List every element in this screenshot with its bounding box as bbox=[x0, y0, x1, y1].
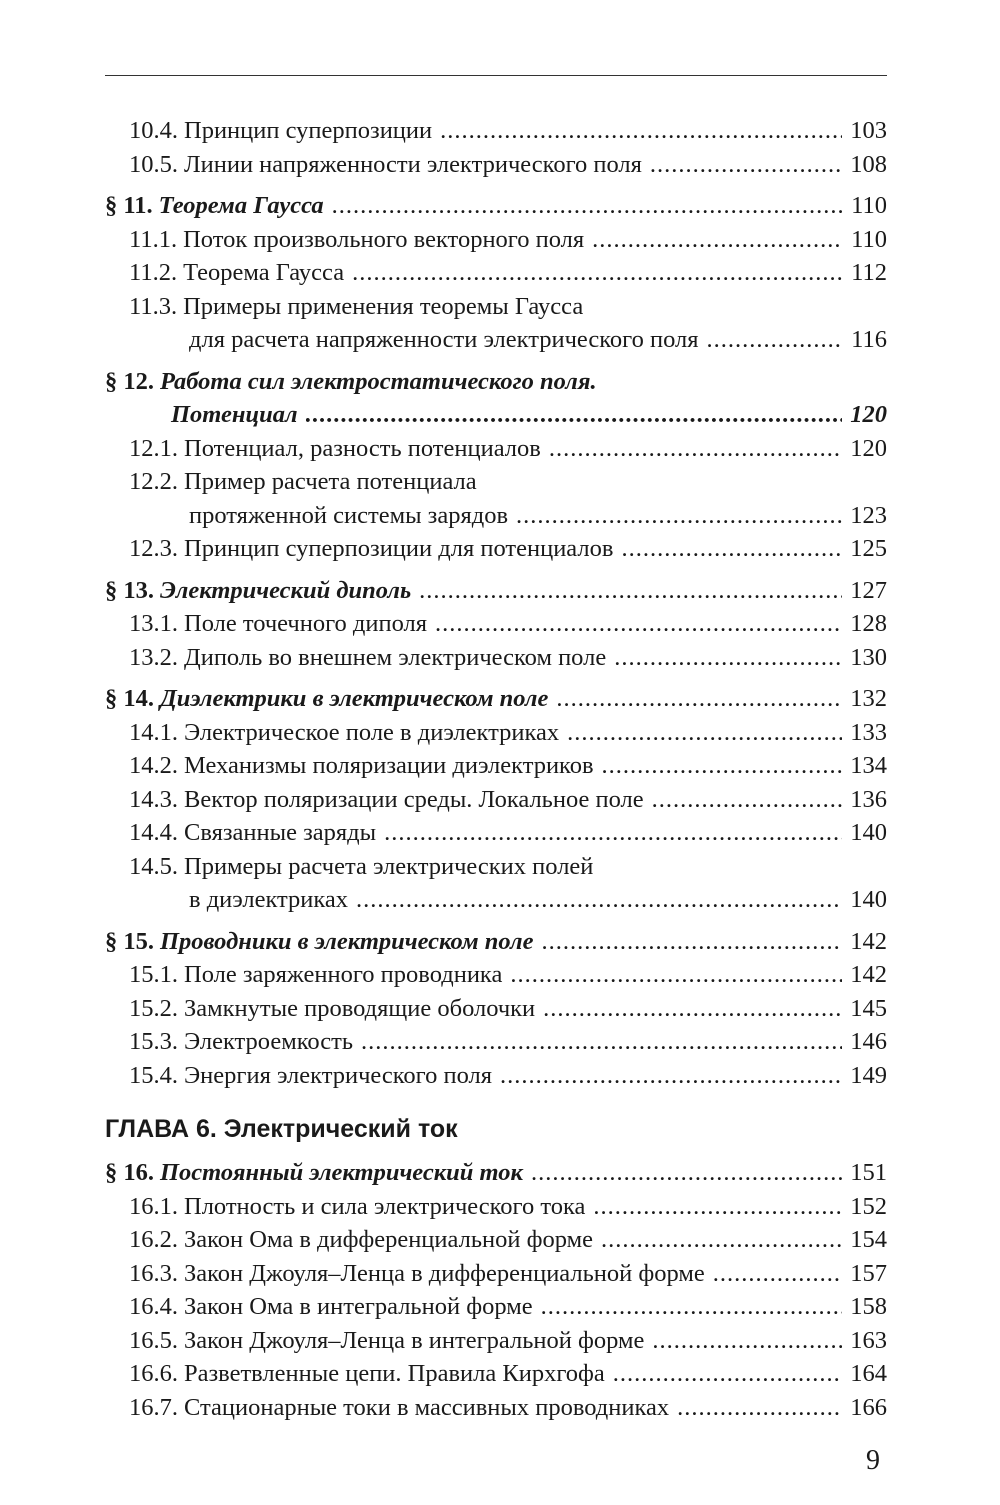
entry-text bbox=[105, 682, 548, 716]
entry-page: 154 bbox=[850, 1226, 887, 1253]
entry-page: 142 bbox=[850, 961, 887, 988]
entry-title: Энергия электрического поля bbox=[184, 1061, 493, 1089]
entry-page: 142 bbox=[850, 927, 887, 955]
entry-text bbox=[129, 1357, 605, 1391]
dot-leader bbox=[592, 223, 843, 257]
entry-title: Примеры расчета электрических полей bbox=[184, 852, 594, 880]
entry-page: 112 bbox=[851, 259, 887, 286]
entry-continuation[interactable] bbox=[105, 499, 887, 533]
entry-text bbox=[129, 148, 642, 182]
entry-text bbox=[129, 532, 613, 566]
toc-subsection[interactable] bbox=[105, 1059, 887, 1093]
dot-leader bbox=[593, 1190, 842, 1224]
toc-subsection[interactable] bbox=[105, 992, 887, 1026]
entry-text bbox=[129, 641, 606, 675]
entry-text bbox=[129, 816, 376, 850]
entry-page: 108 bbox=[850, 150, 887, 178]
entry-text bbox=[129, 1391, 669, 1425]
page-number: 9 bbox=[866, 1445, 880, 1476]
entry-page: 166 bbox=[850, 1393, 887, 1421]
dot-leader bbox=[332, 189, 844, 223]
entry-text bbox=[129, 465, 477, 499]
entry-number: 15.4. bbox=[129, 1061, 178, 1089]
entry-text bbox=[105, 365, 597, 399]
dot-leader bbox=[516, 499, 842, 533]
dot-leader bbox=[541, 925, 842, 959]
entry-title: Закон Джоуля–Ленца в дифференциальной форме bbox=[184, 1259, 705, 1287]
entry-text bbox=[129, 1324, 644, 1358]
entry-title: Диэлектрики в электрическом поле bbox=[160, 685, 549, 712]
entry-number: § 15. bbox=[105, 927, 154, 955]
chapter-heading: ГЛАВА 6. Электрический ток bbox=[105, 1115, 458, 1143]
entry-number: 13.2. bbox=[129, 643, 178, 671]
entry-text bbox=[129, 1223, 593, 1257]
entry-title: Электроемкость bbox=[184, 1028, 353, 1055]
entry-title: Электрическое поле в диэлектриках bbox=[184, 718, 560, 746]
dot-leader bbox=[352, 256, 843, 290]
entry-page: 140 bbox=[850, 886, 887, 913]
entry-text bbox=[129, 749, 594, 783]
entry-number: 12.1. bbox=[129, 434, 178, 462]
entry-page: 130 bbox=[850, 643, 887, 671]
dot-leader bbox=[652, 783, 843, 817]
toc-subsection[interactable] bbox=[105, 114, 887, 148]
entry-page: 103 bbox=[850, 117, 887, 144]
entry-page: 132 bbox=[850, 685, 887, 712]
entry-number: 14.2. bbox=[129, 752, 178, 779]
entry-title: Замкнутые проводящие оболочки bbox=[184, 994, 536, 1022]
entry-title: Плотность и сила электрического тока bbox=[184, 1192, 586, 1220]
entry-number: 10.4. bbox=[129, 117, 178, 144]
dot-leader bbox=[621, 532, 842, 566]
entry-page: 120 bbox=[850, 401, 887, 428]
toc-subsection[interactable] bbox=[105, 1257, 887, 1291]
toc-subsection[interactable] bbox=[105, 148, 887, 182]
dot-leader bbox=[500, 1059, 842, 1093]
entry-page: 136 bbox=[850, 785, 887, 813]
entry-title: Пример расчета потенциала bbox=[184, 468, 477, 495]
dot-leader bbox=[713, 1257, 842, 1291]
entry-title: Закон Джоуля–Ленца в интегральной форме bbox=[184, 1326, 645, 1354]
toc-subsection[interactable] bbox=[105, 432, 887, 466]
entry-text bbox=[129, 223, 584, 257]
entry-page: 145 bbox=[850, 994, 887, 1022]
entry-number: 16.2. bbox=[129, 1226, 178, 1253]
dot-leader bbox=[614, 641, 842, 675]
dot-leader bbox=[306, 398, 843, 432]
entry-page: 116 bbox=[851, 326, 887, 353]
entry-title: Линии напряженности электрического поля bbox=[184, 150, 642, 178]
toc-section[interactable] bbox=[105, 925, 887, 959]
entry-number: 16.4. bbox=[129, 1293, 178, 1320]
toc-section[interactable] bbox=[105, 574, 887, 608]
dot-leader bbox=[549, 432, 842, 466]
entry-title: Принцип суперпозиции bbox=[184, 117, 433, 144]
toc-subsection[interactable] bbox=[105, 1324, 887, 1358]
section-gap bbox=[105, 674, 887, 682]
entry-page: 127 bbox=[850, 576, 887, 604]
entry-page: 151 bbox=[850, 1159, 887, 1186]
toc-subsection[interactable] bbox=[105, 1190, 887, 1224]
toc-subsection[interactable] bbox=[105, 1025, 887, 1059]
entry-text bbox=[129, 850, 593, 884]
dot-leader bbox=[677, 1391, 842, 1425]
entry-page: 120 bbox=[850, 434, 887, 462]
toc-subsection[interactable] bbox=[105, 716, 887, 750]
entry-number: § 12. bbox=[105, 367, 154, 395]
dot-leader bbox=[650, 148, 842, 182]
dot-leader bbox=[419, 574, 842, 608]
entry-text bbox=[129, 114, 432, 148]
toc-subsection[interactable] bbox=[105, 607, 887, 641]
dot-leader bbox=[601, 1223, 842, 1257]
entry-title: Стационарные токи в массивных проводниках bbox=[184, 1393, 670, 1421]
dot-leader bbox=[652, 1324, 842, 1358]
entry-title: Вектор поляризации среды. Локальное поле bbox=[184, 785, 644, 813]
entry-page: 164 bbox=[850, 1360, 887, 1387]
dot-leader bbox=[543, 992, 842, 1026]
entry-number: 16.5. bbox=[129, 1326, 178, 1354]
entry-page: 146 bbox=[850, 1028, 887, 1055]
entry-number: 11.3. bbox=[129, 292, 178, 320]
entry-title: Связанные заряды bbox=[184, 819, 377, 846]
entry-number: 15.3. bbox=[129, 1028, 178, 1055]
entry-number: 11.1. bbox=[129, 225, 178, 253]
entry-title: Диполь во внешнем электрическом поле bbox=[184, 643, 607, 671]
entry-title: Постоянный электрический ток bbox=[160, 1159, 523, 1186]
entry-text bbox=[129, 256, 344, 290]
entry-text bbox=[129, 958, 502, 992]
toc-subsection[interactable] bbox=[105, 850, 887, 884]
toc-subsection[interactable] bbox=[105, 1357, 887, 1391]
entry-number: 16.1. bbox=[129, 1192, 178, 1220]
entry-text bbox=[105, 1156, 523, 1190]
entry-number: 16.3. bbox=[129, 1259, 178, 1287]
entry-number: 14.5. bbox=[129, 852, 178, 880]
entry-page: 110 bbox=[851, 192, 887, 219]
toc-section[interactable] bbox=[105, 682, 887, 716]
entry-number: 14.3. bbox=[129, 785, 178, 813]
entry-text bbox=[129, 992, 535, 1026]
dot-leader bbox=[602, 749, 843, 783]
dot-leader bbox=[361, 1025, 842, 1059]
toc-subsection[interactable] bbox=[105, 256, 887, 290]
entry-title: Закон Ома в интегральной форме bbox=[184, 1293, 533, 1320]
entry-page: 163 bbox=[850, 1326, 887, 1354]
entry-number: 15.1. bbox=[129, 961, 178, 988]
entry-title: Работа сил электростатического поля. bbox=[160, 367, 597, 395]
entry-text bbox=[129, 1290, 533, 1324]
entry-number: 16.6. bbox=[129, 1360, 178, 1387]
entry-title: Поле заряженного проводника bbox=[184, 961, 503, 988]
entry-number: 13.1. bbox=[129, 610, 178, 637]
entry-title: Разветвленные цепи. Правила Кирхгофа bbox=[184, 1360, 605, 1387]
toc-subsection[interactable] bbox=[105, 958, 887, 992]
toc-subsection[interactable] bbox=[105, 1290, 887, 1324]
dot-leader bbox=[541, 1290, 843, 1324]
toc-subsection[interactable] bbox=[105, 465, 887, 499]
entry-title: Примеры применения теоремы Гаусса bbox=[183, 292, 584, 320]
entry-text bbox=[129, 1190, 585, 1224]
entry-number: 11.2. bbox=[129, 259, 178, 286]
toc-subsection[interactable] bbox=[105, 816, 887, 850]
entry-text bbox=[129, 783, 644, 817]
entry-title: Теорема Гаусса bbox=[158, 192, 324, 219]
entry-text bbox=[105, 925, 533, 959]
toc-subsection[interactable] bbox=[105, 641, 887, 675]
entry-number: § 13. bbox=[105, 576, 154, 604]
dot-leader bbox=[510, 958, 842, 992]
entry-title: Проводники в электрическом поле bbox=[160, 927, 534, 955]
entry-number: § 14. bbox=[105, 685, 154, 712]
entry-title: Поток произвольного векторного поля bbox=[183, 225, 585, 253]
entry-number: 16.7. bbox=[129, 1393, 178, 1421]
entry-page: 123 bbox=[850, 501, 887, 529]
entry-number: 14.4. bbox=[129, 819, 178, 846]
entry-text bbox=[129, 1257, 705, 1291]
entry-title-cont: в диэлектриках bbox=[189, 886, 349, 913]
entry-number: 15.2. bbox=[129, 994, 178, 1022]
entry-number: 12.2. bbox=[129, 468, 178, 495]
entry-title: Механизмы поляризации диэлектриков bbox=[184, 752, 594, 779]
entry-text bbox=[105, 574, 411, 608]
top-rule bbox=[105, 75, 887, 76]
entry-continuation[interactable] bbox=[105, 323, 887, 357]
entry-text bbox=[129, 290, 583, 324]
entry-page: 134 bbox=[850, 752, 887, 779]
section-gap bbox=[105, 181, 887, 189]
entry-number: 10.5. bbox=[129, 150, 178, 178]
entry-text bbox=[129, 1025, 353, 1059]
entry-title: Теорема Гаусса bbox=[183, 259, 345, 286]
entry-page: 128 bbox=[850, 610, 887, 637]
entry-title-cont: протяженной системы зарядов bbox=[189, 501, 509, 529]
entry-title: Закон Ома в дифференциальной форме bbox=[184, 1226, 593, 1253]
toc-section[interactable] bbox=[105, 189, 887, 223]
entry-page: 149 bbox=[850, 1061, 887, 1089]
toc-subsection[interactable] bbox=[105, 1223, 887, 1257]
entry-page: 133 bbox=[850, 718, 887, 746]
dot-leader bbox=[556, 682, 842, 716]
section-gap bbox=[105, 357, 887, 365]
dot-leader bbox=[356, 883, 842, 917]
dot-leader bbox=[435, 607, 842, 641]
entry-number: 12.3. bbox=[129, 535, 178, 562]
entry-page: 157 bbox=[850, 1259, 887, 1287]
entry-text bbox=[129, 1059, 492, 1093]
entry-text bbox=[129, 607, 427, 641]
toc-section[interactable] bbox=[105, 1156, 887, 1190]
section-gap bbox=[105, 566, 887, 574]
dot-leader bbox=[613, 1357, 842, 1391]
toc-subsection[interactable] bbox=[105, 749, 887, 783]
entry-page: 140 bbox=[850, 819, 887, 846]
toc-section[interactable] bbox=[105, 365, 887, 399]
dot-leader bbox=[567, 716, 842, 750]
entry-text bbox=[105, 189, 324, 223]
entry-continuation[interactable] bbox=[105, 883, 887, 917]
entry-page: 110 bbox=[851, 225, 887, 253]
entry-page: 125 bbox=[850, 535, 887, 562]
entry-title: Электрический диполь bbox=[160, 576, 412, 604]
entry-page: 152 bbox=[850, 1192, 887, 1220]
toc-subsection[interactable] bbox=[105, 223, 887, 257]
toc-subsection[interactable] bbox=[105, 1391, 887, 1425]
entry-number: 14.1. bbox=[129, 718, 178, 746]
entry-continuation[interactable] bbox=[105, 398, 887, 432]
entry-title-cont: Потенциал bbox=[171, 401, 298, 428]
toc-subsection[interactable] bbox=[105, 783, 887, 817]
entry-title: Принцип суперпозиции для потенциалов bbox=[184, 535, 614, 562]
section-gap bbox=[105, 917, 887, 925]
entry-text bbox=[129, 432, 541, 466]
dot-leader bbox=[707, 323, 844, 357]
toc-subsection[interactable] bbox=[105, 532, 887, 566]
entry-number: § 16. bbox=[105, 1159, 154, 1186]
toc-subsection[interactable] bbox=[105, 290, 887, 324]
entry-title-cont: для расчета напряженности электрического поля bbox=[189, 326, 699, 353]
dot-leader bbox=[440, 114, 842, 148]
dot-leader bbox=[384, 816, 842, 850]
table-of-contents bbox=[105, 114, 887, 1424]
entry-number: § 11. bbox=[105, 192, 153, 219]
entry-text bbox=[129, 716, 559, 750]
entry-title: Потенциал, разность потенциалов bbox=[184, 434, 541, 462]
entry-title: Поле точечного диполя bbox=[184, 610, 428, 637]
entry-page: 158 bbox=[850, 1293, 887, 1320]
dot-leader bbox=[531, 1156, 842, 1190]
